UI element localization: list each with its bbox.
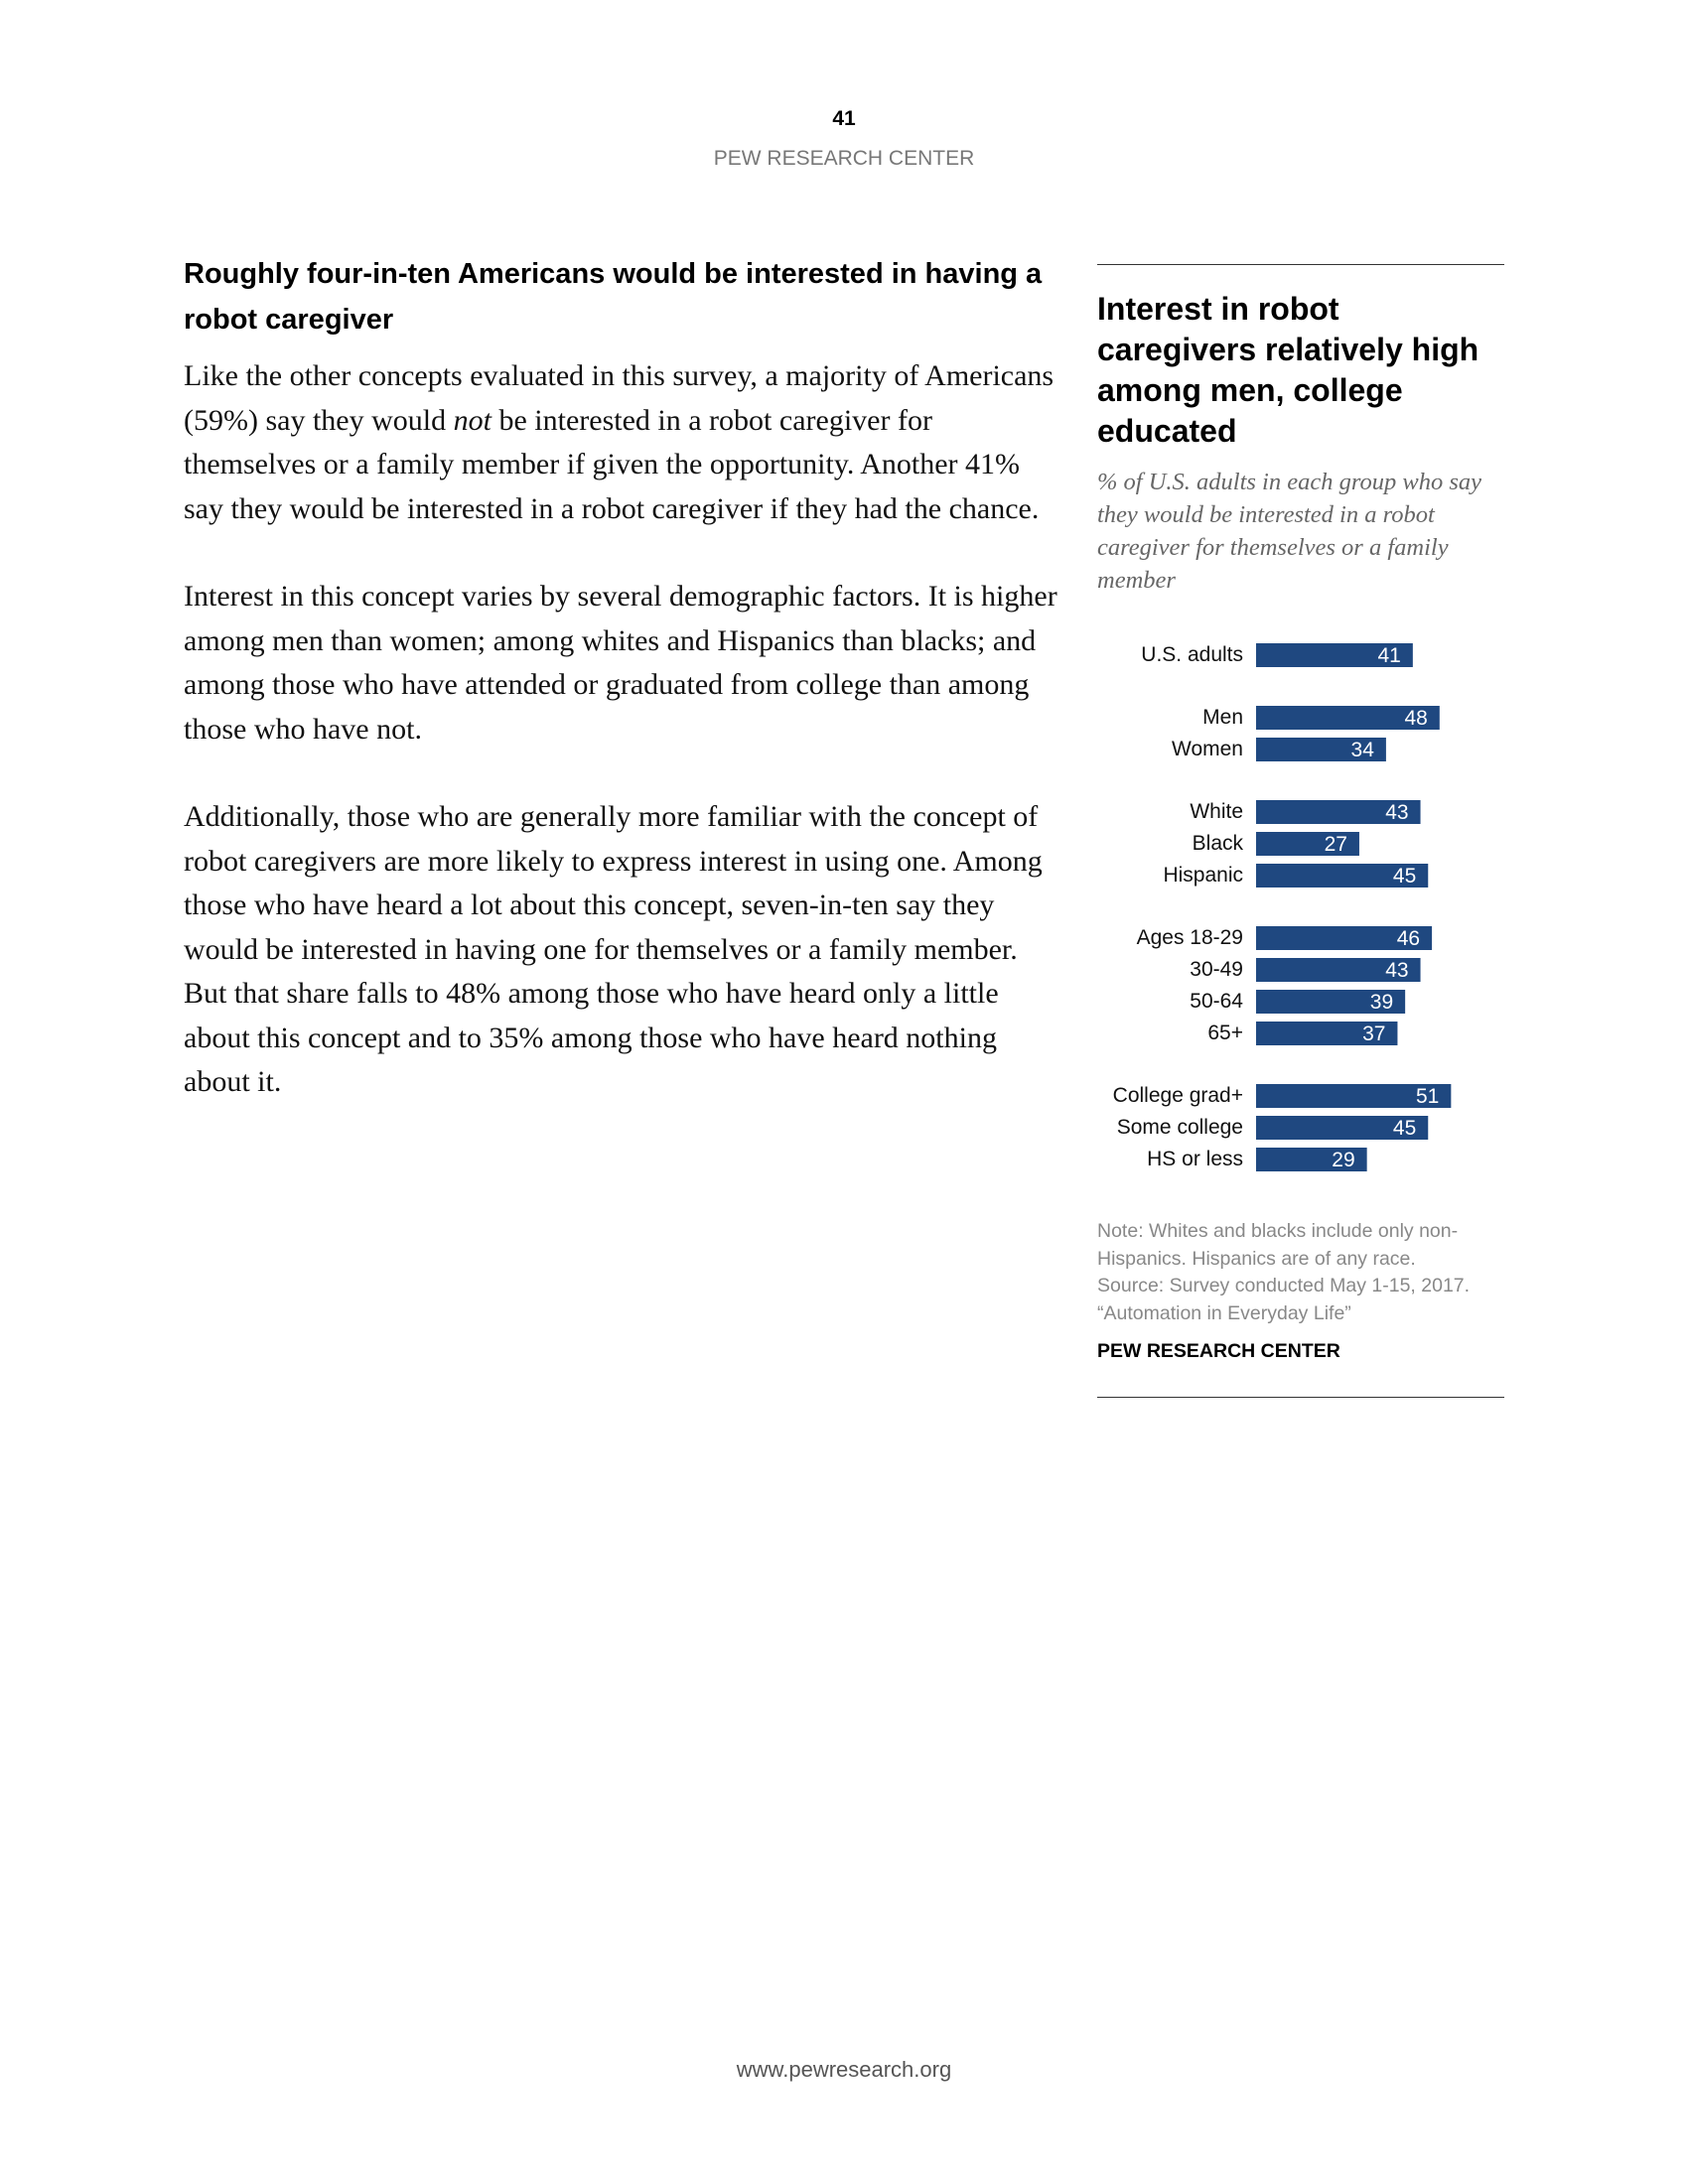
page-number: 41: [832, 107, 856, 130]
category-label: Hispanic: [1163, 864, 1243, 887]
source-text: Source: Survey conducted May 1-15, 2017.: [1097, 1275, 1471, 1297]
category-label: 65+: [1207, 1022, 1243, 1044]
value-label: 27: [1324, 833, 1347, 856]
category-label: U.S. adults: [1141, 643, 1243, 666]
bar-chart-svg: [1097, 635, 1504, 1191]
category-label: Black: [1192, 832, 1243, 855]
category-label: White: [1190, 800, 1243, 823]
value-label: 43: [1385, 959, 1409, 982]
org-header: PEW RESEARCH CENTER: [713, 147, 975, 170]
report-title: “Automation in Everyday Life”: [1097, 1301, 1351, 1324]
category-label: Ages 18-29: [1136, 926, 1243, 949]
footer-url: www.pewresearch.org: [736, 2057, 952, 2082]
section-heading: Roughly four-in-ten Americans would be interested in having a robot caregiver: [184, 258, 1043, 336]
category-label: Men: [1202, 706, 1243, 729]
category-label: Women: [1172, 738, 1243, 760]
paragraph-2: Interest in this concept varies by several demographic factors. It is higher among men than women; among whites and Hispanics than blacks; and among those who have attended or graduated from college than among those who have not.: [184, 580, 1057, 746]
note-text: Note: Whites and blacks include only non-Hispanics. Hispanics are of any race.: [1097, 1220, 1459, 1270]
main-content: [184, 251, 1062, 1149]
category-label: HS or less: [1147, 1148, 1243, 1170]
paragraph-3: Additionally, those who are generally more familiar with the concept of robot caregivers are more likely to express interest in using one. Among those who have heard a lot about this concept, seven-in-ten say they would be interested in having one for themselves or a family member. But that share falls to 48% among those who have heard only a little about this concept and to 35% among those who have heard nothing about it.: [184, 800, 1043, 1098]
value-label: 29: [1332, 1149, 1355, 1171]
value-label: 45: [1392, 865, 1417, 887]
chart-note: [1097, 1218, 1514, 1327]
value-label: 34: [1350, 739, 1374, 761]
bar-chart: [1097, 635, 1504, 1191]
value-label: 41: [1377, 644, 1401, 667]
sidebar-top-rule: [1097, 264, 1504, 265]
value-label: 51: [1415, 1085, 1440, 1108]
category-label: College grad+: [1112, 1084, 1243, 1107]
value-label: 43: [1385, 801, 1409, 824]
value-label: 46: [1396, 927, 1421, 950]
category-label: 30-49: [1190, 958, 1243, 981]
chart-sidebar: [1097, 264, 1504, 597]
category-label: 50-64: [1190, 990, 1243, 1013]
value-label: 48: [1404, 707, 1428, 730]
paragraph-1: [184, 354, 1062, 531]
paragraph-1-emphasis: not: [453, 403, 492, 437]
source-org: PEW RESEARCH CENTER: [1097, 1340, 1340, 1362]
value-label: 45: [1392, 1117, 1417, 1140]
value-label: 39: [1369, 991, 1394, 1014]
chart-title: Interest in robot caregivers relatively high among men, college educated: [1097, 291, 1479, 449]
paragraph-1-part-b: be interested in a robot caregiver for themselves or a family member if given the opportunity. Another 41% say they would be interested in a robot caregiver if they had the chance.: [184, 403, 1040, 525]
chart-subtitle: % of U.S. adults in each group who say they would be interested in a robot caregiver for themselves or a family member: [1097, 469, 1481, 594]
paragraph-1-part-a: Like the other concepts evaluated in this survey, a majority of Americans (59%) say they would: [184, 359, 1055, 437]
category-label: Some college: [1116, 1116, 1243, 1139]
sidebar-bottom-rule: [1097, 1397, 1504, 1398]
value-label: 37: [1362, 1023, 1386, 1045]
